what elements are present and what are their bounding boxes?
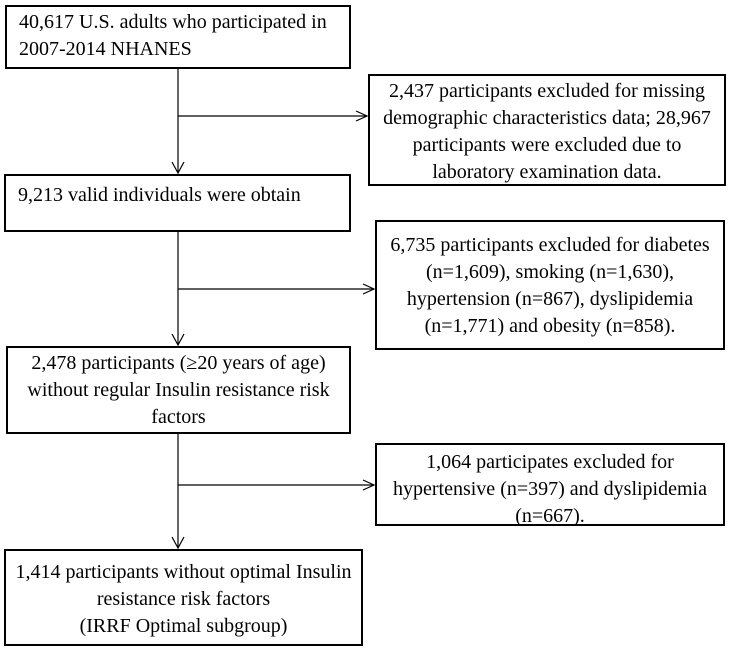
box-total-adults-line-2: 2007-2014 NHANES bbox=[19, 38, 192, 60]
box-exclusion-missing-data bbox=[368, 74, 726, 186]
box-irrf-optimal-line-3: (IRRF Optimal subgroup) bbox=[79, 615, 288, 637]
box-exclusion-risk-factors bbox=[375, 220, 725, 350]
box-exclusion-missing-data-line-2: demographic characteristics data; 28,967 bbox=[383, 107, 711, 129]
box-exclusion-risk-factors-line-2: (n=1,609), smoking (n=1,630), bbox=[425, 261, 675, 283]
box-total-adults bbox=[5, 5, 351, 69]
box-participants-line-2: without regular Insulin resistance risk bbox=[27, 379, 330, 401]
box-exclusion-risk-factors-line-1: 6,735 participants excluded for diabetes bbox=[390, 234, 710, 256]
box-exclusion-hypertensive-line-3: (n=667). bbox=[515, 505, 585, 527]
box-exclusion-hypertensive-line-2: hypertensive (n=397) and dyslipidemia bbox=[393, 478, 707, 500]
box-exclusion-missing-data-line-4: laboratory examination data. bbox=[432, 161, 662, 183]
box-exclusion-missing-data-line-3: participants were excluded due to bbox=[412, 134, 682, 156]
box-exclusion-hypertensive-line-1: 1,064 participates excluded for bbox=[426, 451, 674, 473]
box-irrf-optimal-line-2: resistance risk factors bbox=[96, 588, 271, 610]
box-irrf-optimal-line-1: 1,414 participants without optimal Insulin bbox=[15, 561, 352, 583]
box-participants-without-risk-factors bbox=[6, 346, 351, 434]
box-exclusion-risk-factors-line-4: (n=1,771) and obesity (n=858). bbox=[424, 315, 676, 337]
box-exclusion-risk-factors-line-3: hypertension (n=867), dyslipidemia bbox=[406, 288, 694, 310]
box-total-adults-line-1: 40,617 U.S. adults who participated in bbox=[19, 11, 327, 33]
box-exclusion-hypertensive-dyslipidemia bbox=[375, 443, 725, 526]
box-irrf-optimal-subgroup bbox=[4, 549, 363, 646]
box-exclusion-missing-data-line-1: 2,437 participants excluded for missing bbox=[388, 80, 706, 102]
box-participants-line-1: 2,478 participants (≥20 years of age) bbox=[31, 352, 326, 374]
box-valid-individuals-line-1: 9,213 valid individuals were obtain bbox=[18, 184, 301, 206]
box-participants-line-3: factors bbox=[151, 406, 206, 428]
box-valid-individuals bbox=[4, 174, 351, 232]
